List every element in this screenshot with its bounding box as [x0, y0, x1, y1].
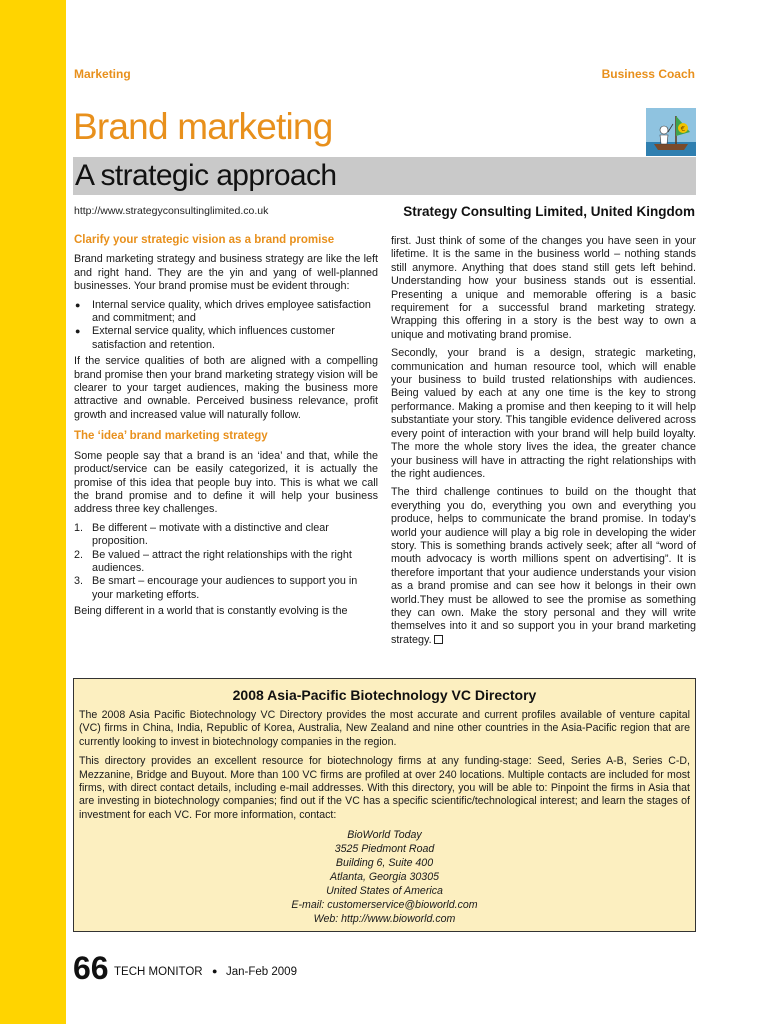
author-byline: Strategy Consulting Limited, United Kingdom	[403, 204, 695, 219]
page-number: 66	[73, 950, 109, 986]
bullet-item: ● External service quality, which influences customer satisfaction and retention.	[74, 325, 378, 352]
bullet-separator-icon: ●	[212, 966, 218, 976]
column-label: Business Coach	[601, 67, 695, 81]
paragraph-text: The third challenge continues to build on the thought that everything you do, everything you own and everything you produce, helps to communicate the brand promise. In today’s world your audience will play a big role in developing the wider story. This is something brands actively seek; after all “word of mouth advocacy is worth millions spent on advertising”. It is therefore important that your audience understands your vision as a brand promise and can see how it belongs in their own world.They must be allowed to see the promise as something they can own. Make the story personal and they will write themselves into it and so support you in your brand marketing strategy.	[391, 486, 696, 646]
contact-line: 3525 Piedmont Road	[334, 843, 435, 856]
contact-web[interactable]: Web: http://www.bioworld.com	[313, 913, 456, 926]
bullet-item: ● Internal service quality, which drives employee satisfaction and commitment; and	[74, 299, 378, 326]
paragraph: Brand marketing strategy and business strategy are like the left and right hand. They are the yin and yang of well-planned businesses. Your brand promise must be evident through:	[74, 253, 378, 293]
box-body	[79, 709, 690, 926]
section-label: Marketing	[74, 67, 131, 81]
paragraph: first. Just think of some of the changes you have seen in your lifetime. It is the same in the business world – nothing stands still anymore. Anything that does stand still gets left behind. Understanding how your business stands out is essential. Presenting a unique and memorable offering is a basic requirement for a successful brand marketing strategy. Wrapping this offering in a story is the best way to own a unique and motivating brand promise.	[391, 235, 696, 341]
right-column	[391, 235, 696, 652]
directory-box	[73, 678, 696, 932]
end-of-article-icon	[434, 635, 443, 644]
article-title: Brand marketing	[73, 106, 333, 147]
item-text: Be different – motivate with a distinctive and clear proposition.	[92, 521, 329, 548]
magazine-name: TECH MONITOR	[114, 966, 203, 978]
paragraph: Secondly, your brand is a design, strategic marketing, communication and human resource tool, which will enable your business to build trusted relationships with audiences. Being valued by each at any one time is the key to strong performance. Making a promise and then keeping to it will help substantiate your story. This tangible evidence delivered across every point of interaction with your brand will help build loyalty. The more the whole story lives the idea, the greater chance your business will have in attracting the right relationships with the right audiences.	[391, 347, 696, 480]
svg-text:€: €	[680, 125, 686, 133]
section-heading: The ‘idea’ brand marketing strategy	[74, 430, 268, 443]
box-title: 2008 Asia-Pacific Biotechnology VC Directory	[232, 687, 537, 703]
contact-line: United States of America	[326, 885, 443, 898]
section-heading: Clarify your strategic vision as a brand promise	[74, 234, 335, 246]
bullet-list	[74, 299, 378, 353]
left-column	[74, 234, 378, 624]
paragraph: This directory provides an excellent resource for biotechnology firms at any funding-stage: Seed, Series A-B, Series C-D, Mezzanine, Bridge and Buyout. More than 100 VC firms are profiled at over 240 locations. Multiple contacts are included for most firms, with direct contact details, including e-mail addresses. With this directory, you will be able to: Pinpoint the firms in Asia that are investing in biotechnology companies; find out if the VC has a specific scientific/technological interest; and learn the stages of investment for each VC. For more information, contact:	[79, 755, 690, 821]
contact-line: Building 6, Suite 400	[335, 857, 434, 870]
paragraph: Some people say that a brand is an ‘idea’ and that, while the product/service can be easily categorized, it is actually the promise of this idea that people buy into. This is what we call the brand promise and to define it will help your business address three key challenges.	[74, 449, 378, 516]
item-number: 1.	[74, 521, 84, 534]
paragraph	[391, 486, 696, 647]
item-number: 3.	[74, 575, 84, 588]
item-number: 2.	[74, 548, 84, 561]
contact-line: Atlanta, Georgia 30305	[330, 871, 439, 884]
contact-line: BioWorld Today	[347, 829, 422, 842]
paragraph: If the service qualities of both are aligned with a compelling brand promise then your brand marketing strategy vision will be clearer to your target audiences, making the business more attractive and ownable. Perceived business relevance, profit growth and increased value will naturally follow.	[74, 355, 378, 421]
item-text: Be valued – attract the right relationships with the right audiences.	[92, 548, 352, 574]
contact-block	[79, 828, 690, 926]
source-url[interactable]: http://www.strategyconsultinglimited.co.uk	[74, 205, 269, 217]
numbered-item	[74, 522, 378, 549]
paragraph: Being different in a world that is constantly evolving is the	[74, 605, 348, 618]
numbered-item	[74, 575, 378, 602]
business-coach-logo-icon	[646, 108, 696, 156]
yellow-sidebar	[0, 0, 66, 1024]
paragraph: The 2008 Asia Pacific Biotechnology VC Directory provides the most accurate and current profiles available of venture capital (VC) firms in China, India, Republic of Korea, Australia, New Zealand and nine other countries in the Asia-Pacific region that are currently looking to invest in biotechnology companies in the region.	[79, 709, 690, 748]
numbered-item	[74, 549, 378, 576]
article-subtitle: A strategic approach	[75, 159, 337, 192]
numbered-list	[74, 522, 378, 602]
contact-email[interactable]: E-mail: customerservice@bioworld.com	[291, 899, 478, 912]
issue-date: Jan-Feb 2009	[226, 966, 297, 978]
item-text: Be smart – encourage your audiences to support you in your marketing efforts.	[92, 575, 358, 601]
